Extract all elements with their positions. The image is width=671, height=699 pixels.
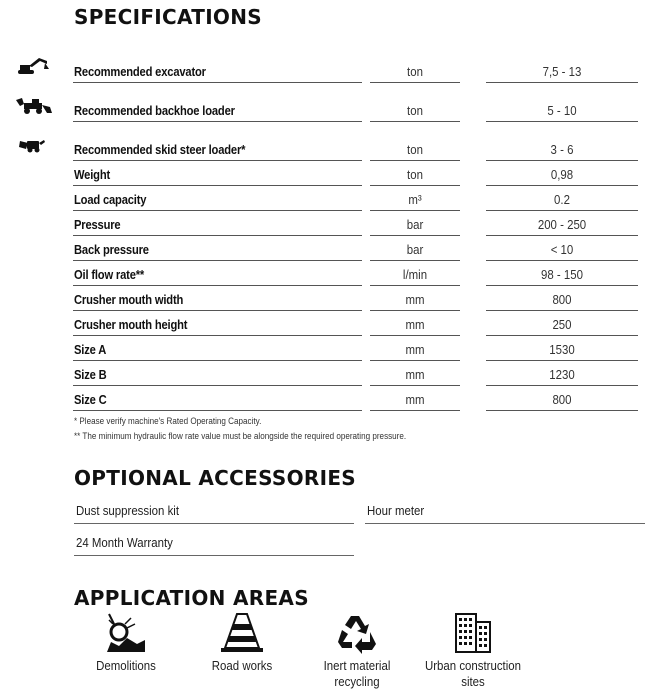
caption-line: sites [461,674,485,689]
row-divider [486,410,638,411]
spec-unit: ton [407,64,423,79]
recycling-icon [334,612,380,654]
spec-value: 0,98 [550,167,574,182]
spec-row-backhoe [0,83,671,122]
spec-row-excavator [0,44,671,83]
spec-label: Weight [74,167,111,182]
spec-unit: m³ [408,192,422,207]
row-divider [73,410,362,411]
spec-label: Crusher mouth width [74,292,184,307]
application-item [187,612,297,674]
accessory-label: 24 Month Warranty [76,535,173,550]
spec-unit: mm [405,317,425,332]
skid-steer-loader-icon [14,133,54,155]
backhoe-loader-icon [14,94,54,116]
spec-unit: mm [405,367,425,382]
spec-label: Crusher mouth height [74,317,188,332]
spec-row [0,161,671,186]
accessory-label: Hour meter [367,503,425,518]
specifications-title: SPECIFICATIONS [74,5,262,29]
spec-value: 800 [552,392,572,407]
spec-label: Oil flow rate** [74,267,145,282]
divider [74,555,354,556]
accessory-item [76,503,193,518]
traffic-cone-icon [219,612,265,654]
footnotes [74,414,443,444]
spec-row-skid-steer [0,122,671,161]
spec-value: 200 - 250 [537,217,587,232]
application-item [418,612,528,690]
application-item [71,612,181,674]
spec-unit: mm [405,342,425,357]
spec-unit: mm [405,392,425,407]
spec-label: Recommended backhoe loader [74,103,235,118]
spec-row [0,236,671,261]
application-caption [425,658,522,690]
city-buildings-icon [450,612,496,654]
applications-title: APPLICATION AREAS [74,586,309,610]
spec-unit: ton [407,103,423,118]
caption-line: recycling [334,674,380,689]
application-item [302,612,412,690]
row-divider [370,410,460,411]
accessory-item [76,535,186,550]
spec-row [0,261,671,286]
demolition-ball-icon [103,612,149,654]
accessory-label: Dust suppression kit [76,503,180,518]
spec-row [0,386,671,411]
caption-line: Demolitions [96,658,156,673]
spec-value: 1230 [549,367,575,382]
specifications-table [0,44,671,411]
caption-line: Road works [211,658,273,673]
spec-row [0,211,671,236]
spec-value: 250 [552,317,572,332]
spec-value: 98 - 150 [541,267,583,282]
spec-row [0,336,671,361]
footnote: * Please verify machine's Rated Operating Capacity. [74,416,262,426]
spec-label: Recommended excavator [74,64,206,79]
spec-label: Size B [74,367,107,382]
spec-label: Back pressure [74,242,149,257]
accessories-title: OPTIONAL ACCESSORIES [74,466,356,490]
spec-unit: bar [406,217,424,232]
application-caption [309,658,406,690]
application-caption [194,658,291,674]
spec-label: Load capacity [74,192,147,207]
spec-unit: ton [407,142,423,157]
spec-label: Recommended skid steer loader* [74,142,246,157]
accessory-item [367,503,432,518]
spec-row [0,361,671,386]
spec-label: Size A [74,342,107,357]
spec-unit: bar [406,242,424,257]
spec-row [0,286,671,311]
caption-line: Inert material [323,658,391,673]
spec-value: 1530 [549,342,575,357]
spec-label: Size C [74,392,107,407]
application-caption [78,658,175,674]
excavator-icon [14,55,54,77]
spec-label: Pressure [74,217,121,232]
spec-value: 0.2 [554,192,570,207]
divider [74,523,354,524]
divider [365,523,645,524]
spec-unit: l/min [402,267,428,282]
spec-row [0,311,671,336]
spec-value: 3 - 6 [550,142,574,157]
caption-line: Urban construction [424,658,522,673]
spec-value: 800 [552,292,572,307]
spec-value: < 10 [550,242,574,257]
spec-unit: mm [405,292,425,307]
spec-value: 7,5 - 13 [542,64,582,79]
spec-unit: ton [407,167,423,182]
spec-row [0,186,671,211]
spec-value: 5 - 10 [547,103,577,118]
footnote: ** The minimum hydraulic flow rate value must be alongside the required operating pressure. [74,431,407,441]
